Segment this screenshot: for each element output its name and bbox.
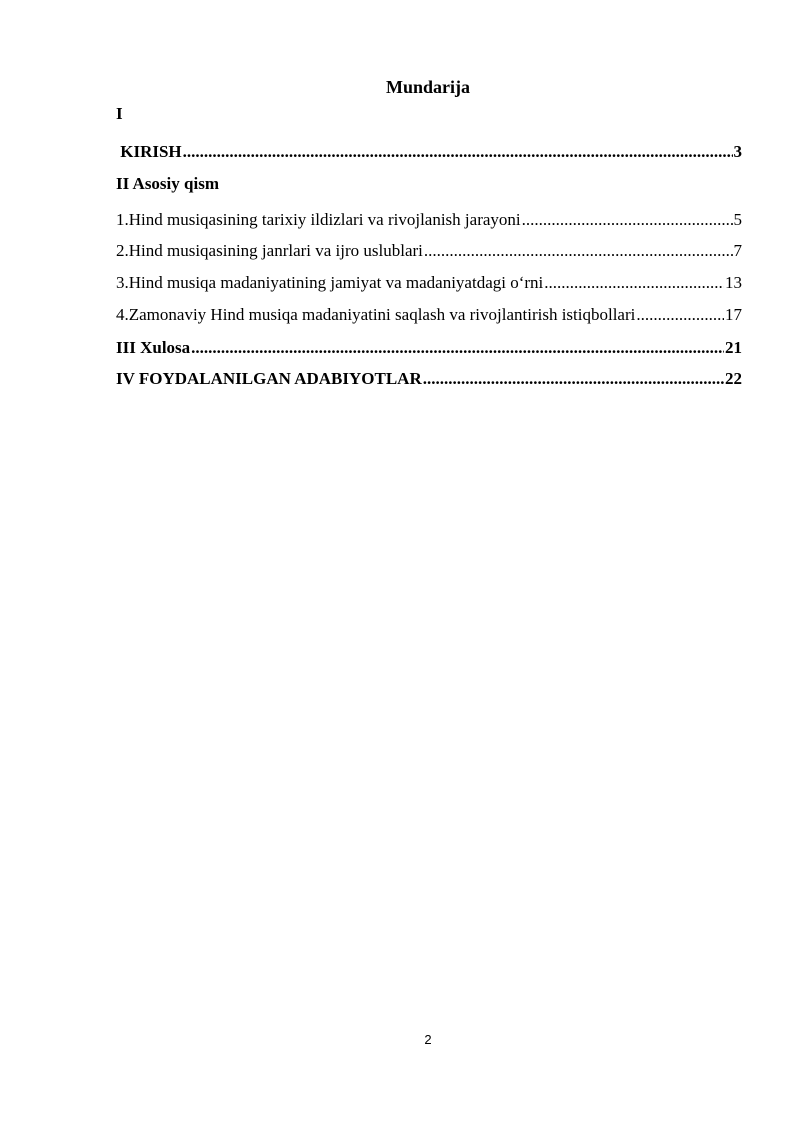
- toc-entry-page: 5: [733, 210, 742, 229]
- toc-entry-3[interactable]: [116, 272, 742, 294]
- section-number-i: I: [116, 104, 123, 123]
- dot-leader: [636, 304, 724, 326]
- toc-entry-kirish[interactable]: [116, 141, 742, 163]
- toc-entry-page: 22: [725, 369, 742, 388]
- toc-entry-4[interactable]: [116, 304, 742, 326]
- toc-entry-label: IV FOYDALANILGAN ADABIYOTLAR: [116, 369, 422, 388]
- toc-entry-xulosa[interactable]: [116, 337, 742, 359]
- toc-entry-label: 1.Hind musiqasining tarixiy ildizlari va rivojlanish jarayoni: [116, 210, 521, 229]
- toc-entry-label: 2.Hind musiqasining janrlari va ijro uslublari: [116, 241, 423, 260]
- toc-entry-label: 4.Zamonaviy Hind musiqa madaniyatini saqlash va rivojlantirish istiqbollari: [116, 305, 636, 324]
- toc-entry-1[interactable]: [116, 209, 742, 231]
- toc-title: Mundarija: [385, 77, 470, 97]
- toc-entry-page: 17: [725, 305, 742, 324]
- toc-entry-page: 7: [733, 241, 742, 260]
- toc-entry-2[interactable]: [116, 240, 742, 262]
- dot-leader: [544, 272, 724, 294]
- dot-leader: [191, 337, 724, 359]
- section-heading-asosiy-qism: II Asosiy qism: [116, 174, 219, 193]
- toc-entry-label: KIRISH: [116, 142, 182, 161]
- toc-entry-label: 3.Hind musiqa madaniyatining jamiyat va madaniyatdagi o‘rni: [116, 273, 544, 292]
- toc-entry-page: 13: [725, 273, 742, 292]
- dot-leader: [183, 141, 733, 163]
- dot-leader: [424, 240, 733, 262]
- toc-entry-page: 3: [733, 142, 742, 161]
- dot-leader: [522, 209, 733, 231]
- dot-leader: [423, 368, 724, 390]
- toc-entry-adabiyotlar[interactable]: [116, 368, 742, 390]
- toc-entry-page: 21: [725, 338, 742, 357]
- toc-entry-label: III Xulosa: [116, 338, 191, 357]
- page-number: 2: [424, 1032, 432, 1047]
